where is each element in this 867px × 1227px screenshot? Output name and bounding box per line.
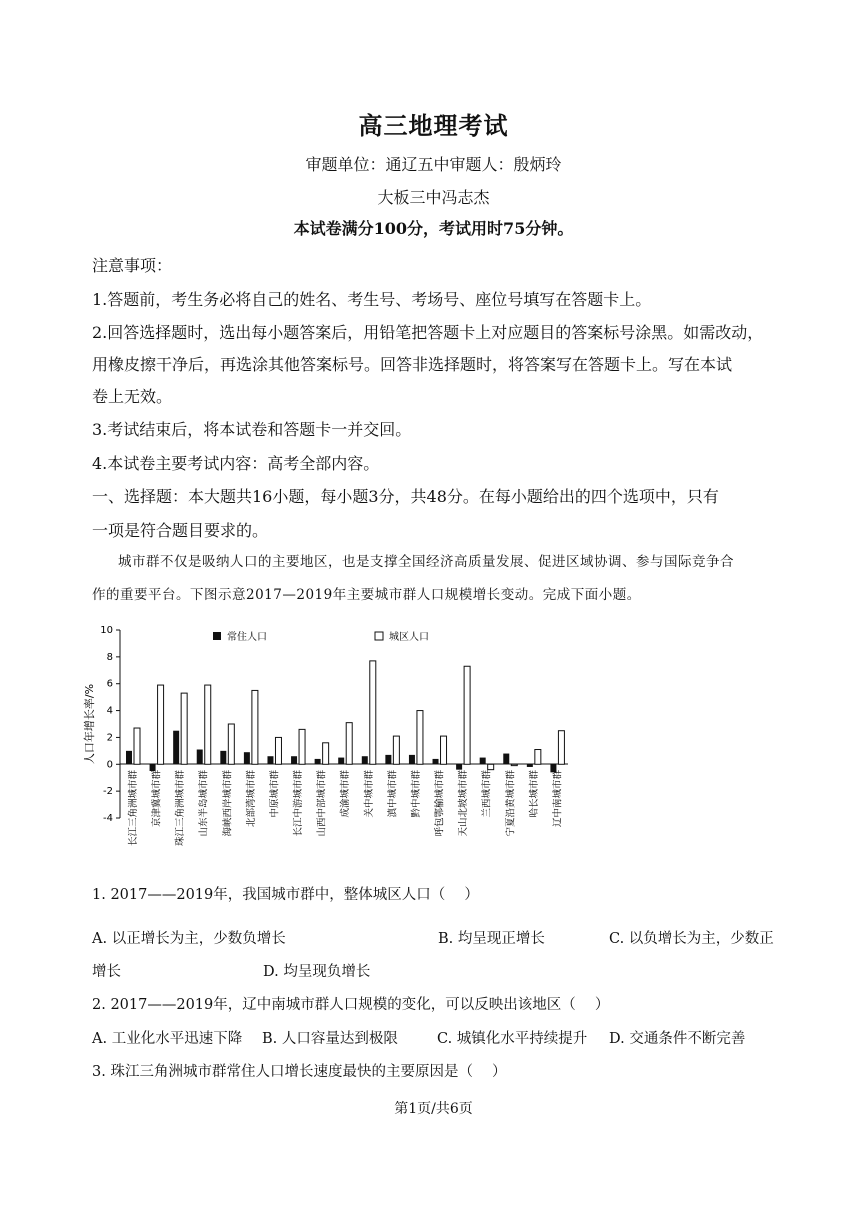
bar-resident (480, 758, 486, 765)
bar-resident (197, 750, 203, 765)
question-2-option-c: C. 城镇化水平持续提升 (437, 1031, 588, 1047)
bar-resident (315, 759, 321, 764)
bar-resident (338, 758, 344, 765)
legend-label-resident: 常住人口 (227, 632, 267, 643)
passage-line-2: 作的重要平台。下图示意2017—2019年主要城市群人口规模增长变动。完成下面小题。 (92, 587, 641, 603)
y-tick-label: 0 (106, 759, 113, 771)
bar-urban (252, 690, 258, 764)
x-tick-label: 北部湾城市群 (245, 770, 257, 828)
passage-line-1: 城市群不仅是吸纳人口的主要地区，也是支撑全国经济高质量发展、促进区域协调、参与国际竞争合 (118, 554, 734, 570)
exam-info: 本试卷满分100分，考试用时75分钟。 (293, 219, 574, 238)
bar-resident (385, 755, 391, 764)
bar-urban (535, 750, 541, 765)
reviewers-line-2: 大板三中冯志杰 (377, 188, 490, 207)
question-1-option-a: A. 以正增长为主，少数负增长 (92, 931, 286, 947)
bar-urban (370, 661, 376, 764)
x-tick-label: 滇中城市群 (387, 770, 399, 818)
question-1-option-d: D. 均呈现负增长 (263, 964, 371, 980)
x-tick-label: 哈长城市群 (528, 770, 540, 818)
x-tick-label: 呼包鄂榆城市群 (434, 770, 446, 837)
y-tick-label: 10 (100, 625, 113, 636)
question-2-option-b: B. 人口容量达到极限 (262, 1031, 398, 1047)
question-1-stem: 1. 2017——2019年，我国城市群中，整体城区人口（ ） (92, 887, 479, 903)
bar-resident (244, 752, 250, 764)
bar-resident (409, 755, 415, 764)
question-1-option-b: B. 均呈现正增长 (438, 931, 545, 947)
bar-urban (158, 685, 164, 764)
bar-resident (503, 754, 509, 765)
legend-swatch-urban (375, 632, 383, 640)
notes-heading: 注意事项： (92, 256, 173, 275)
bar-resident (433, 759, 439, 764)
bar-resident (527, 764, 533, 767)
question-2-stem: 2. 2017——2019年，辽中南城市群人口规模的变化，可以反映出该地区（ ） (92, 997, 610, 1013)
bar-urban (464, 666, 470, 764)
x-tick-label: 珠江三角洲城市群 (175, 770, 187, 847)
y-tick-label: -4 (103, 813, 113, 824)
x-tick-label: 关中城市群 (363, 770, 375, 818)
x-tick-label: 长江三角洲城市群 (128, 770, 139, 847)
bar-urban (441, 736, 447, 764)
x-tick-label: 海峡西岸城市群 (222, 770, 234, 837)
bar-resident (126, 751, 132, 764)
bar-urban (205, 685, 211, 764)
x-tick-label: 成渝城市群 (340, 770, 352, 818)
bar-urban (488, 764, 494, 769)
x-tick-label: 中原城市群 (269, 770, 281, 818)
question-3-stem: 3. 珠江三角洲城市群常住人口增长速度最快的主要原因是（ ） (92, 1064, 507, 1080)
question-2-option-a: A. 工业化水平迅速下降 (92, 1031, 243, 1047)
bar-urban (393, 736, 399, 764)
x-tick-label: 山东半岛城市群 (198, 770, 210, 837)
bar-urban (323, 743, 329, 764)
bar-resident (456, 764, 462, 769)
section-heading-line-2: 一项是符合题目要求的。 (92, 521, 269, 540)
bar-resident (220, 751, 226, 764)
population-growth-chart (80, 620, 600, 880)
question-2-option-d: D. 交通条件不断完善 (609, 1031, 746, 1047)
question-1-option-c: C. 以负增长为主，少数正 (609, 931, 774, 947)
legend-swatch-resident (213, 632, 221, 640)
bar-resident (291, 756, 297, 764)
y-tick-label: 4 (106, 705, 113, 717)
note-item-1: 1.答题前，考生务必将自己的姓名、考生号、考场号、座位号填写在答题卡上。 (92, 290, 652, 309)
note-item-4: 4.本试卷主要考试内容：高考全部内容。 (92, 454, 380, 473)
note-item-2-line-1: 2.回答选择题时，选出每小题答案后，用铅笔把答题卡上对应题目的答案标号涂黑。如需改动， (92, 323, 764, 342)
bar-urban (346, 723, 352, 765)
note-item-3: 3.考试结束后，将本试卷和答题卡一并交回。 (92, 420, 412, 439)
bar-urban (558, 731, 564, 765)
bar-urban (181, 693, 187, 764)
bar-urban (417, 711, 423, 765)
bar-resident (362, 756, 368, 764)
reviewers-line-1: 审题单位：通辽五中审题人：殷炳玲 (305, 155, 562, 174)
x-tick-label: 黔中城市群 (410, 770, 422, 818)
x-tick-label: 京津冀城市群 (151, 770, 163, 828)
bar-resident (173, 731, 179, 765)
x-tick-label: 辽中南城市群 (552, 770, 564, 828)
note-item-2-line-3: 卷上无效。 (92, 387, 173, 406)
y-tick-label: 8 (106, 651, 113, 663)
bar-urban (275, 737, 281, 764)
legend-label-urban: 城区人口 (389, 632, 429, 643)
y-axis-label: 人口年增长率/% (83, 683, 96, 765)
x-tick-label: 山西中部城市群 (316, 770, 328, 837)
bar-urban (228, 724, 234, 764)
bar-urban (511, 764, 517, 765)
page-number: 第1页/共6页 (394, 1101, 473, 1117)
y-tick-label: -2 (103, 786, 113, 798)
y-tick-label: 2 (106, 732, 113, 744)
x-tick-label: 天山北坡城市群 (458, 770, 470, 837)
question-1-option-c-cont: 增长 (92, 964, 121, 980)
note-item-2-line-2: 用橡皮擦干净后，再选涂其他答案标号。回答非选择题时，将答案写在答题卡上。写在本试 (92, 355, 733, 374)
exam-title: 高三地理考试 (358, 111, 509, 140)
section-heading-line-1: 一、选择题：本大题共16小题，每小题3分，共48分。在每小题给出的四个选项中，只有 (92, 487, 719, 506)
x-tick-label: 兰西城市群 (481, 770, 493, 818)
x-tick-label: 长江中游城市群 (293, 770, 305, 837)
x-tick-label: 宁夏沿黄城市群 (505, 770, 517, 837)
bar-urban (299, 729, 305, 764)
y-tick-label: 6 (106, 678, 113, 690)
bar-resident (267, 756, 273, 764)
bar-urban (134, 728, 140, 764)
